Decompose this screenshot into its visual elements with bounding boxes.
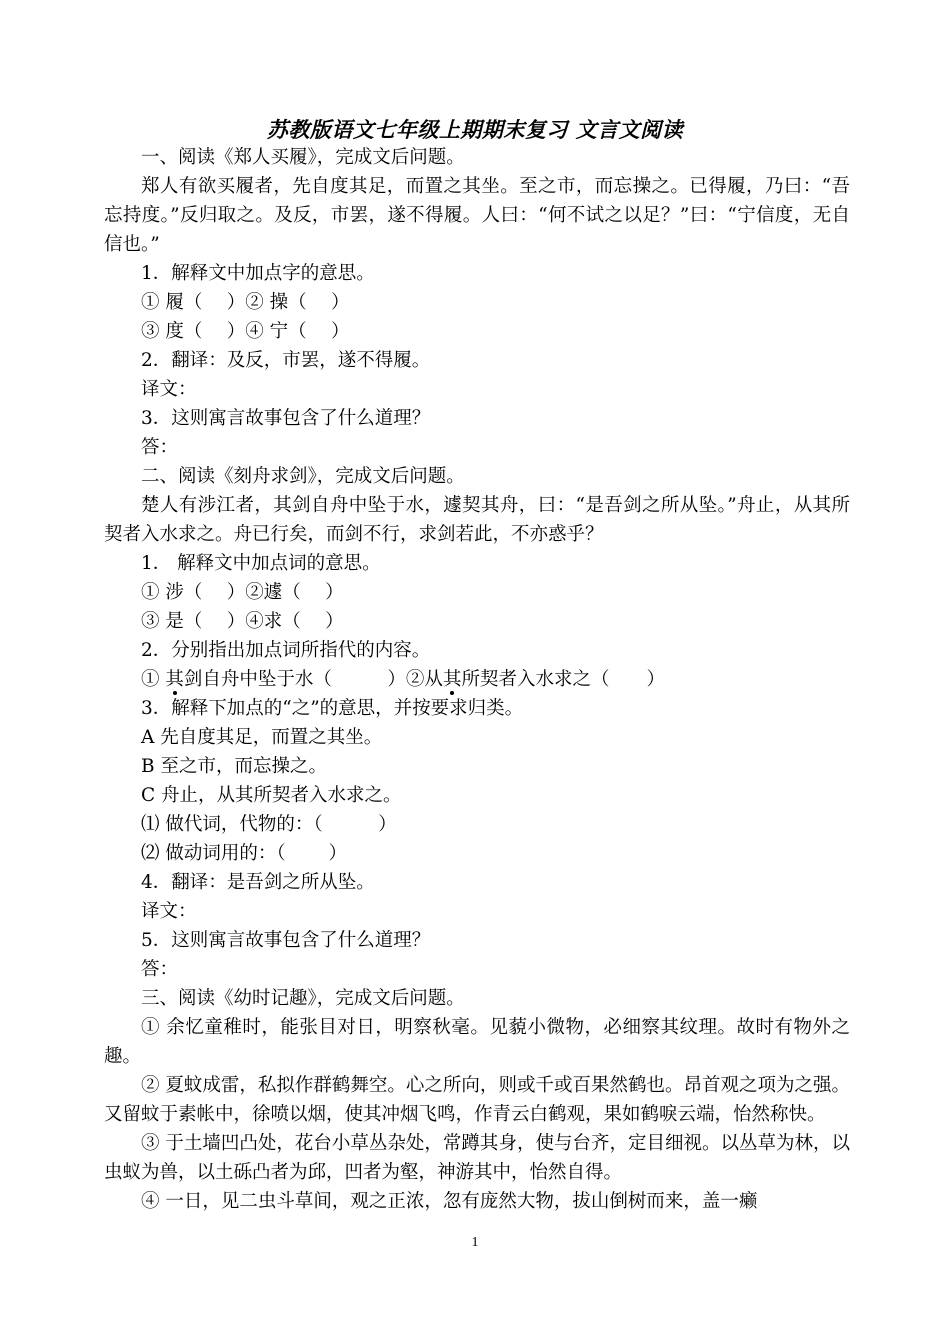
answer-row: ③ 度（ ）④ 宁（ ） <box>141 321 350 342</box>
document-title: 苏教版语文七年级上期期末复习 文言文阅读 <box>266 117 684 142</box>
pronoun-reference-row: ① 其剑自舟中坠于水（ ）②从其所契者入水求之（ ） <box>141 669 665 690</box>
answer-label: 答： <box>141 437 179 458</box>
section-heading: 二、阅读《刻舟求剑》，完成文后问题。 <box>141 466 465 487</box>
answer-row: ① 履（ ）② 操（ ） <box>141 292 350 313</box>
passage-paragraph: ① 余忆童稚时，能张目对日，明察秋毫。见藐小微物，必细察其纹理。故时有物外之趣。 <box>104 1017 850 1067</box>
section-heading: 三、阅读《幼时记趣》，完成文后问题。 <box>141 988 465 1009</box>
question: 2．分别指出加点词所指代的内容。 <box>141 640 431 661</box>
page-number: 1 <box>471 1235 479 1250</box>
passage: 楚人有涉江者，其剑自舟中坠于水，遽契其舟，曰：“是吾剑之所从坠。”舟止，从其所契者入水求之。舟已行矣，而剑不行，求剑若此，不亦惑乎？ <box>104 495 850 545</box>
question: 3．这则寓言故事包含了什么道理？ <box>141 408 431 429</box>
question: 3．解释下加点的“之”的意思，并按要求归类。 <box>141 698 524 719</box>
option: B 至之市，而忘操之。 <box>141 756 327 777</box>
option: A 先自度其足，而置之其坐。 <box>141 727 383 748</box>
passage-paragraph: ③ 于土墙凹凸处，花台小草丛杂处，常蹲其身，使与台齐，定目细视。以丛草为林，以虫蚁为兽，以土砾凸者为邱，凹者为壑，神游其中，怡然自得。 <box>104 1133 850 1183</box>
answer-label: 答： <box>141 959 179 980</box>
passage-paragraph: ④ 一日，见二虫斗草间，观之正浓，忽有庞然大物，拔山倒树而来，盖一癞 <box>141 1191 758 1212</box>
answer-label: 译文： <box>141 379 197 400</box>
answer-row: ① 涉（ ）②遽（ ） <box>141 582 344 603</box>
section-heading: 一、阅读《郑人买履》，完成文后问题。 <box>141 147 465 168</box>
sub-question: ⑴ 做代词，代物的：（ ） <box>141 814 397 835</box>
question: 1． 解释文中加点词的意思。 <box>141 553 381 574</box>
question: 4．翻译：是吾剑之所从坠。 <box>141 872 375 893</box>
answer-row: ③ 是（ ）④求（ ） <box>141 611 344 632</box>
sentence-fragment: 剑自舟中坠于水（ ） <box>183 669 406 690</box>
question: 5．这则寓言故事包含了什么道理？ <box>141 930 431 951</box>
document-body <box>104 143 850 1216</box>
passage: 郑人有欲买履者，先自度其足，而置之其坐。至之市，而忘操之。已得履，乃曰：“吾忘持度。”反归取之。及反，市罢，遂不得履。人曰：“何不试之以足？”曰：“宁信度，无自信也。” <box>104 176 850 255</box>
option: C 舟止，从其所契者入水求之。 <box>141 785 402 806</box>
sub-question: ⑵ 做动词用的：（ ） <box>141 843 348 864</box>
answer-label: 译文： <box>141 901 197 922</box>
passage-paragraph: ② 夏蚊成雷，私拟作群鹤舞空。心之所向，则或千或百果然鹤也。昂首观之项为之强。又留蚊于素帐中，徐喷以烟，使其冲烟飞鸣，作青云白鹤观，果如鹤唳云端，怡然称快。 <box>104 1075 850 1125</box>
question: 2．翻译：及反，市罢，遂不得履。 <box>141 350 431 371</box>
sentence-fragment: ②从 <box>405 669 443 690</box>
question: 1．解释文中加点字的意思。 <box>141 263 375 284</box>
sentence-fragment: 所契者入水求之（ ） <box>461 669 665 690</box>
marked-char: 其 <box>442 669 462 690</box>
marked-char: 其 <box>165 669 184 690</box>
